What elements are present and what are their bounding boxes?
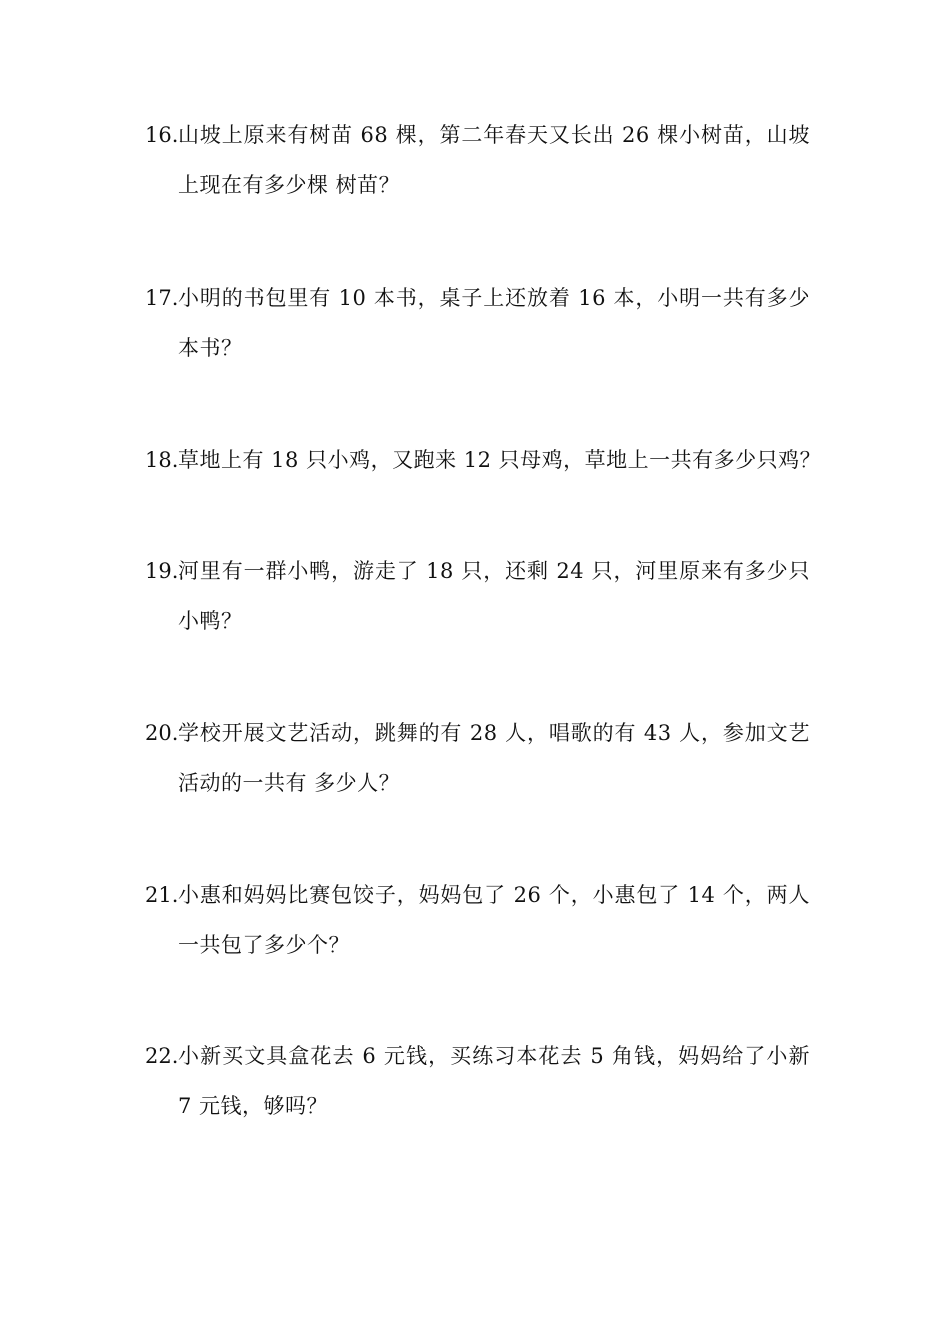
problem-text: 河里有一群小鸭，游走了 18 只，还剩 24 只，河里原来有多少只 [178, 559, 810, 583]
problem-20 [145, 708, 810, 808]
problem-line [145, 708, 810, 758]
problem-16 [145, 110, 810, 210]
problem-number: 18. [145, 448, 179, 472]
problem-text: 小惠和妈妈比赛包饺子，妈妈包了 26 个，小惠包了 14 个，两人 [178, 883, 810, 907]
problem-line [145, 870, 810, 920]
problem-line [145, 1031, 810, 1081]
problem-line [145, 596, 810, 646]
problem-line [145, 758, 810, 808]
problem-21 [145, 870, 810, 970]
problem-number: 21. [145, 883, 179, 907]
problem-number: 22. [145, 1044, 179, 1068]
problem-17 [145, 273, 810, 373]
problem-text: 山坡上原来有树苗 68 棵，第二年春天又长出 26 棵小树苗，山坡 [178, 123, 810, 147]
problem-text: 活动的一共有 多少人？ [178, 771, 401, 795]
problem-19 [145, 546, 810, 646]
problem-number: 19. [145, 559, 179, 583]
problem-text: 小明的书包里有 10 本书，桌子上还放着 16 本，小明一共有多少 [178, 286, 810, 310]
problem-line [145, 110, 810, 160]
problem-text: 草地上有 18 只小鸡，又跑来 12 只母鸡，草地上一共有多少只鸡？ [178, 448, 822, 472]
problem-text: 一共包了多少个？ [178, 933, 350, 957]
problem-number: 20. [145, 721, 179, 745]
problem-text: 学校开展文艺活动，跳舞的有 28 人，唱歌的有 43 人，参加文艺 [178, 721, 810, 745]
problem-text: 本书？ [178, 336, 243, 360]
problem-number: 17. [145, 286, 179, 310]
problem-number: 16. [145, 123, 179, 147]
problem-line [145, 273, 810, 323]
problem-line [145, 1081, 810, 1131]
problem-line [145, 920, 810, 970]
problem-text: 上现在有多少棵 树苗？ [178, 173, 401, 197]
problem-line [145, 160, 810, 210]
problem-line [145, 435, 822, 485]
problem-text: 7 元钱，够吗？ [178, 1094, 329, 1118]
problem-22 [145, 1031, 810, 1131]
problem-text: 小鸭？ [178, 609, 243, 633]
problem-line [145, 546, 810, 596]
problem-18 [145, 435, 822, 485]
problem-line [145, 323, 810, 373]
problem-text: 小新买文具盒花去 6 元钱，买练习本花去 5 角钱，妈妈给了小新 [178, 1044, 810, 1068]
